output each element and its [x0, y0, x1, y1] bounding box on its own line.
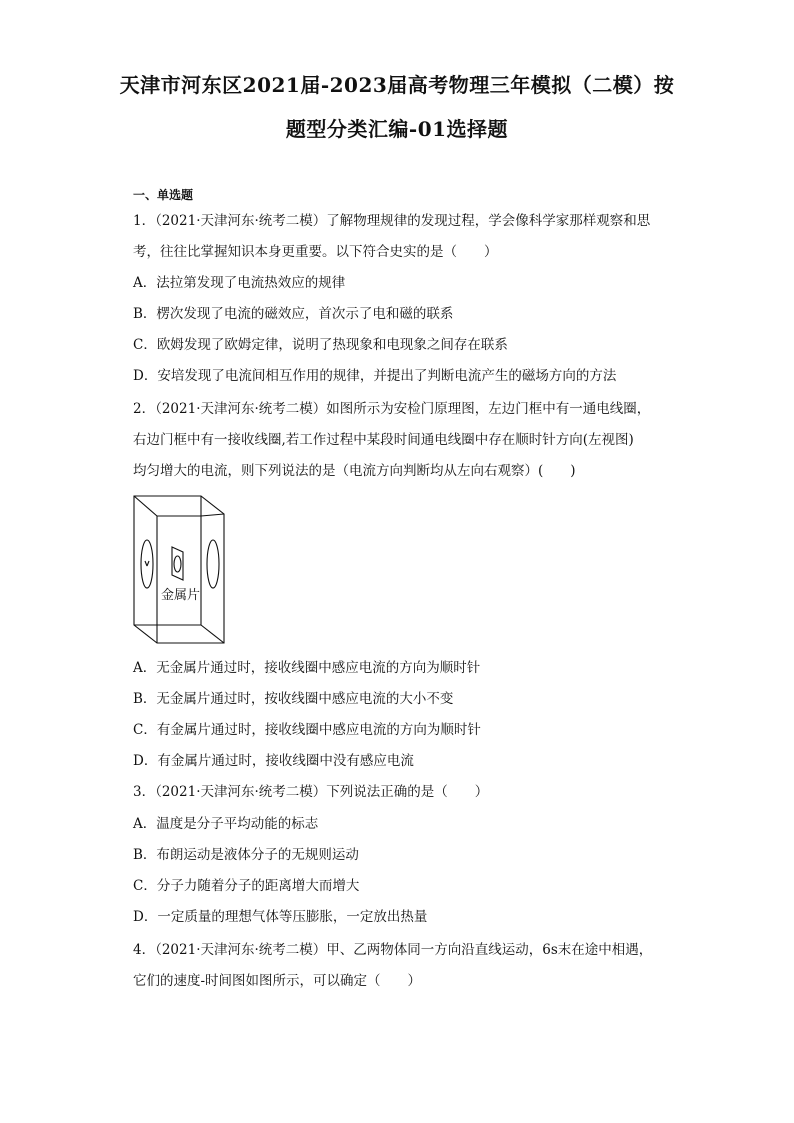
current-arrow-icon: [145, 561, 149, 566]
q1-option-c: C．欧姆发现了欧姆定律，说明了热现象和电现象之间存在联系: [133, 337, 508, 353]
q4-stem-line-2: 它们的速度-时间图如图所示，可以确定（ ）: [133, 973, 422, 989]
q1-stem-line-2: 考，往往比掌握知识本身更重要。以下符合史实的是（ ）: [133, 244, 498, 260]
q1-stem-line-1: 1．（2021·天津河东·统考二模）了解物理规律的发现过程，学会像科学家那样观察和思: [133, 213, 651, 229]
q1-option-b: B．楞次发现了电流的磁效应，首次示了电和磁的联系: [133, 306, 454, 322]
security-gate-diagram: [133, 492, 225, 644]
figure-label: 金属片: [161, 588, 201, 603]
q2-option-b: B．无金属片通过时，按收线圈中感应电流的大小不变: [133, 691, 454, 707]
q2-option-d: D．有金属片通过时，接收线圈中没有感应电流: [133, 753, 414, 769]
q1-option-a: A．法拉第发现了电流热效应的规律: [133, 275, 346, 291]
q3-option-d: D．一定质量的理想气体等压膨胀，一定放出热量: [133, 909, 428, 925]
receive-coil: [207, 540, 219, 588]
q1-option-d: D．安培发现了电流间相互作用的规律，并提出了判断电流产生的磁场方向的方法: [133, 368, 617, 384]
document-title-line-1: 天津市河东区2021届-2023届高考物理三年模拟（二模）按: [119, 73, 675, 97]
section-heading: 一、单选题: [133, 188, 194, 202]
q3-option-c: C．分子力随着分子的距离增大而增大: [133, 878, 360, 894]
q2-option-a: A．无金属片通过时，接收线圈中感应电流的方向为顺时针: [133, 660, 481, 676]
q3-option-a: A．温度是分子平均动能的标志: [133, 816, 319, 832]
document-title-line-2: 题型分类汇编-01选择题: [285, 117, 509, 141]
q2-option-c: C．有金属片通过时，接收线圈中感应电流的方向为顺时针: [133, 722, 481, 738]
q2-stem-line-2: 右边门框中有一接收线圈,若工作过程中某段时间通电线圈中存在顺时针方向(左视图): [133, 432, 634, 448]
q3-option-b: B．布朗运动是液体分子的无规则运动: [133, 847, 359, 863]
q2-stem-line-3: 均匀增大的电流，则下列说法的是（电流方向判断均从左向右观察）( ): [133, 463, 576, 479]
q4-stem-line-1: 4．（2021·天津河东·统考二模）甲、乙两物体同一方向沿直线运动，6s末在途中相遇，: [133, 942, 653, 958]
metal-plate-hole: [174, 556, 181, 572]
transmit-coil: [141, 540, 153, 588]
gate-frame-outline: [134, 496, 224, 643]
gate-inner-edge: [157, 496, 201, 643]
q2-stem-line-1: 2．（2021·天津河东·统考二模）如图所示为安检门原理图，左边门框中有一通电线圈，: [133, 401, 651, 417]
q3-stem: 3．（2021·天津河东·统考二模）下列说法正确的是（ ）: [133, 784, 489, 800]
